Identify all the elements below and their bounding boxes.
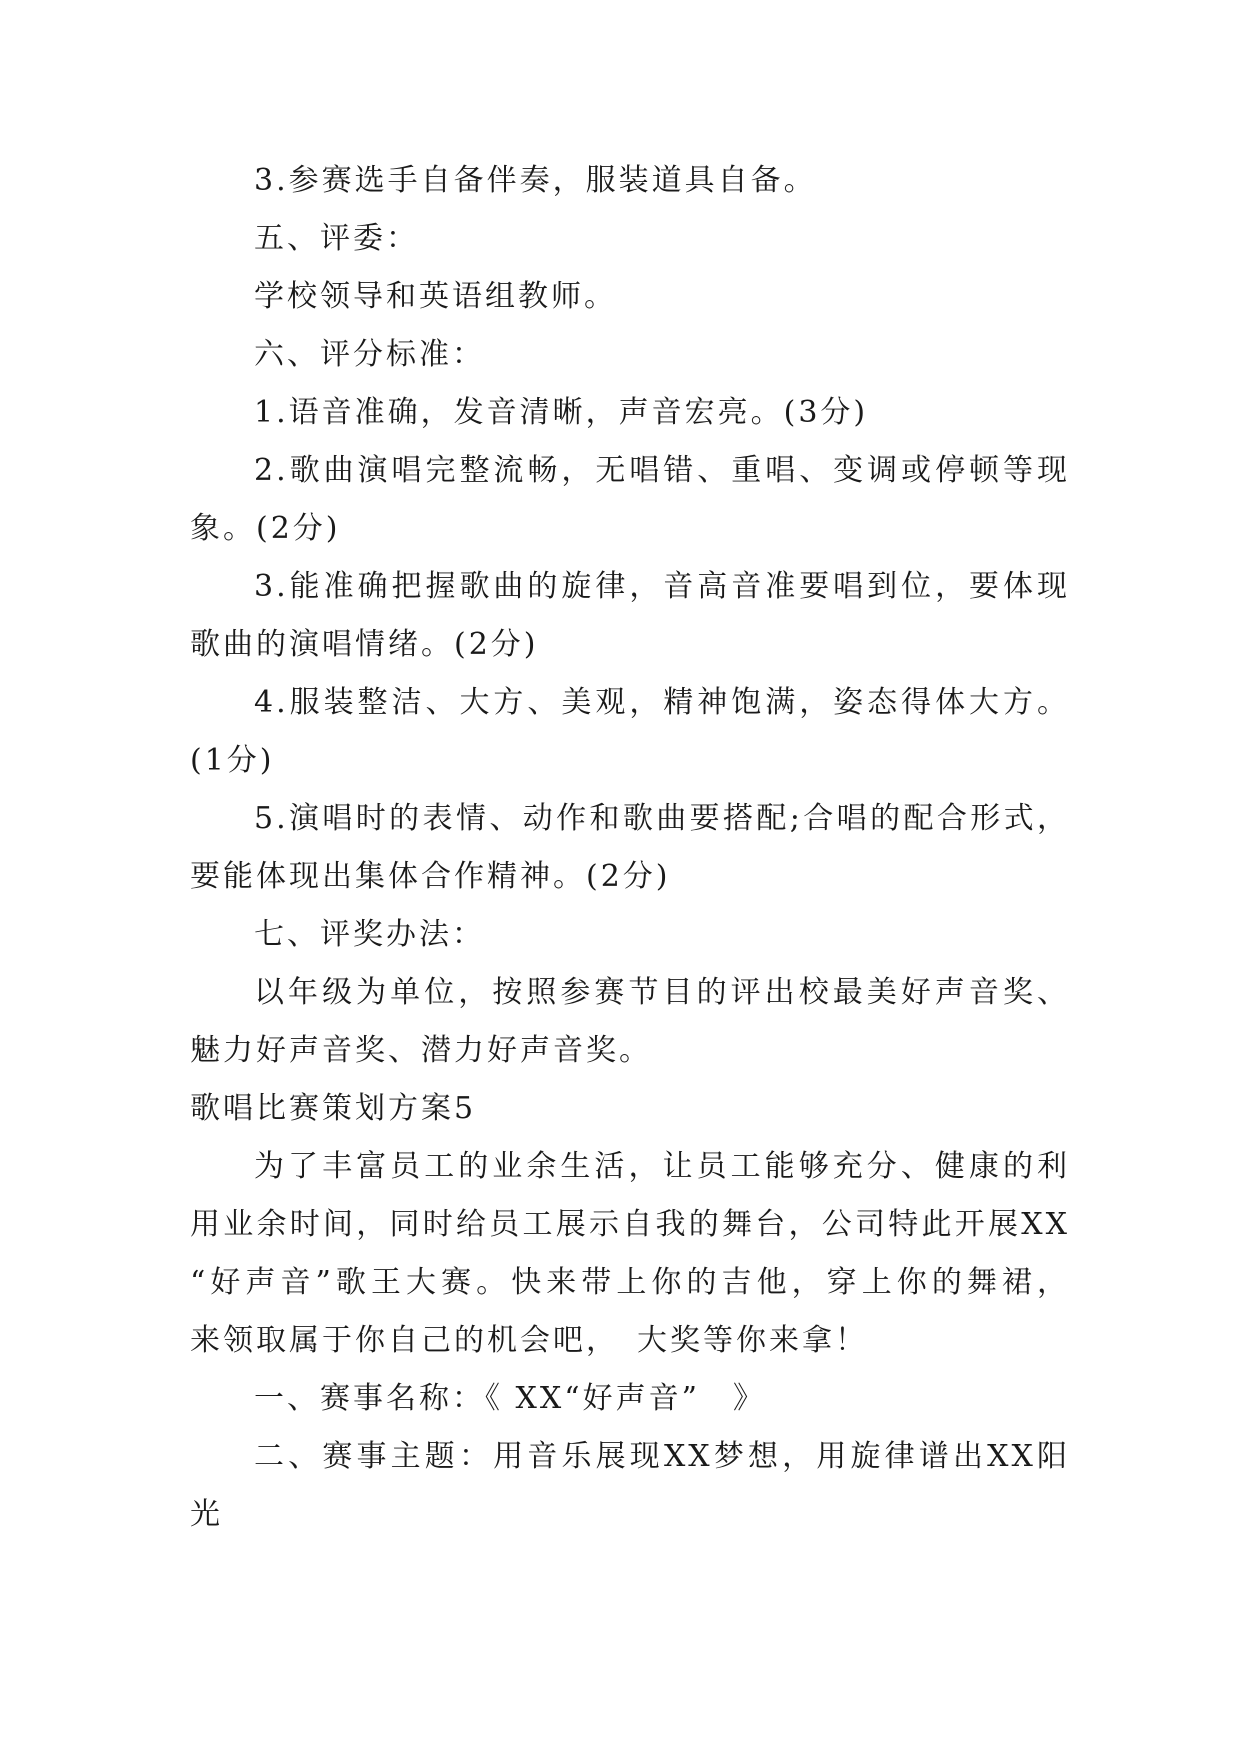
paragraph-line: 以年级为单位，按照参赛节目的评出校最美好声音奖、	[254, 975, 1070, 1010]
section-heading: 二、赛事主题：用音乐展现XX梦想，用旋律谱出XX阳	[254, 1439, 1070, 1474]
paragraph-line: (1分)	[190, 743, 275, 778]
document-body	[190, 152, 1070, 1544]
paragraph-line: 5.演唱时的表情、动作和歌曲要搭配;合唱的配合形式，	[254, 801, 1070, 836]
paragraph-line: 1.语音准确，发音清晰，声音宏亮。(3分)	[254, 395, 869, 430]
paragraph-line: “好声音”歌王大赛。快来带上你的吉他，穿上你的舞裙，	[190, 1265, 1070, 1300]
paragraph-line: 魅力好声音奖、潜力好声音奖。	[190, 1033, 652, 1068]
paragraph-line: 为了丰富员工的业余生活，让员工能够充分、健康的利	[254, 1149, 1070, 1184]
paragraph-line: 4.服装整洁、大方、美观，精神饱满，姿态得体大方。	[254, 685, 1070, 720]
paragraph-line: 光	[190, 1497, 223, 1532]
section-heading: 六、评分标准：	[254, 337, 485, 372]
paragraph-line: 歌曲的演唱情绪。(2分)	[190, 627, 539, 662]
paragraph-line: 学校领导和英语组教师。	[254, 279, 617, 314]
paragraph-line: 3.能准确把握歌曲的旋律，音高音准要唱到位，要体现	[254, 569, 1070, 604]
section-heading: 一、赛事名称：《 XX“好声音” 》	[254, 1381, 766, 1416]
section-heading: 五、评委：	[254, 221, 419, 256]
paragraph-line: 来领取属于你自己的机会吧， 大奖等你来拿！	[190, 1323, 868, 1358]
paragraph-line: 要能体现出集体合作精神。(2分)	[190, 859, 671, 894]
paragraph-line: 象。(2分)	[190, 511, 341, 546]
paragraph-line: 3.参赛选手自备伴奏，服装道具自备。	[254, 163, 817, 198]
paragraph-line: 用业余时间，同时给员工展示自我的舞台，公司特此开展XX	[190, 1207, 1070, 1242]
document-title: 歌唱比赛策划方案5	[190, 1091, 477, 1126]
section-heading: 七、评奖办法：	[254, 917, 485, 952]
paragraph-line: 2.歌曲演唱完整流畅，无唱错、重唱、变调或停顿等现	[254, 453, 1070, 488]
